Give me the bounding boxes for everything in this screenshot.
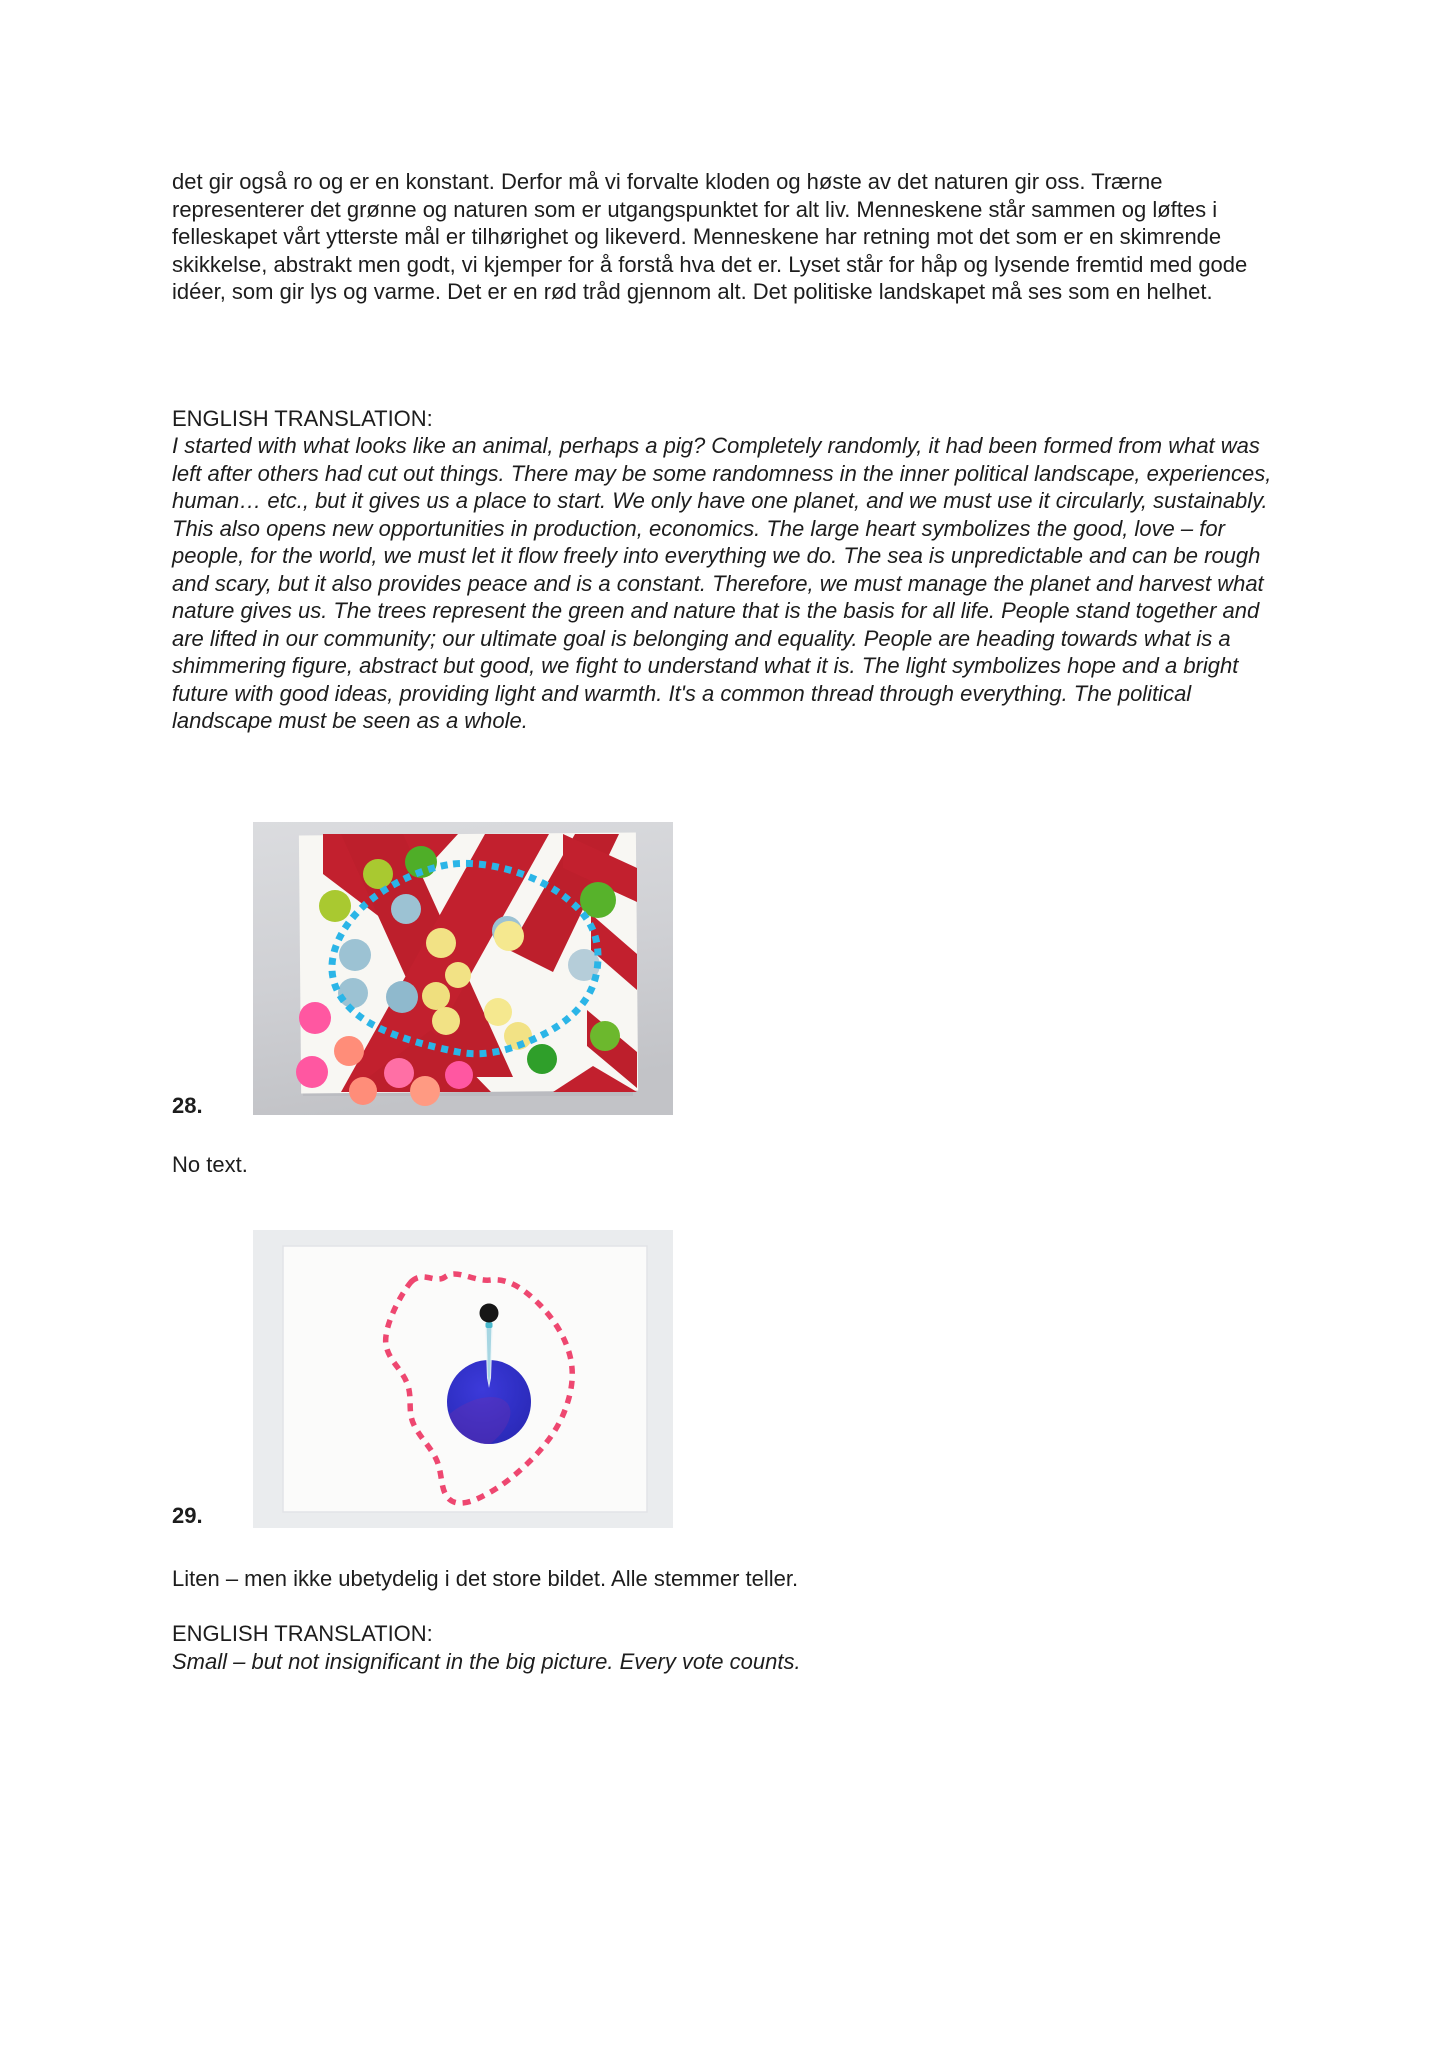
- figure-29-caption-norwegian: Liten – men ikke ubetydelig i det store bildet. Alle stemmer teller.: [172, 1566, 799, 1591]
- translation-heading-2: ENGLISH TRANSLATION:: [172, 1621, 433, 1646]
- figure-28-photo: [253, 822, 673, 1115]
- figure-28-caption: No text.: [172, 1152, 248, 1177]
- translation-heading-1: ENGLISH TRANSLATION:: [172, 406, 433, 431]
- figure-29-artwork: [253, 1230, 673, 1528]
- figure-29-caption-english: Small – but not insignificant in the big picture. Every vote counts.: [172, 1649, 801, 1674]
- figure-28-artwork: [253, 822, 673, 1115]
- intro-paragraph-norwegian: det gir også ro og er en konstant. Derfor må vi forvalte kloden og høste av det naturen gir oss. Trærne representerer det grønne og naturen som er utgangspunktet for alt liv. Menneskene står sammen og løftes i felleskapet vårt ytterste mål er tilhørighet og likeverd. Menneskene har retning mot det som er en skimrende skikkelse, abstrakt men godt, vi kjemper for å forstå hva det er. Lyset står for håp og lysende fremtid med gode idéer, som gir lys og varme. Det er en rød tråd gjennom alt. Det politiske landskapet må ses som en helhet.: [172, 169, 1248, 304]
- figure-29-photo: [253, 1230, 673, 1528]
- intro-translation-english: I started with what looks like an animal, perhaps a pig? Completely randomly, it had been formed from what was left after others had cut out things. There may be some randomness in the inner political landscape, experiences, human… etc., but it gives us a place to start. We only have one planet, and we must use it circularly, sustainably. This also opens new opportunities in production, economics. The large heart symbolizes the good, love – for people, for the world, we must let it flow freely into everything we do. The sea is unpredictable and can be rough and scary, but it also provides peace and is a constant. Therefore, we must manage the planet and harvest what nature gives us. The trees represent the green and nature that is the basis for all life. People stand together and are lifted in our community; our ultimate goal is belonging and equality. People are heading towards what is a shimmering figure, abstract but good, we fight to understand what it is. The light symbolizes hope and a bright future with good ideas, providing light and warmth. It's a common thread through everything. The political landscape must be seen as a whole.: [172, 433, 1272, 733]
- figure-28-number: 28.: [172, 1093, 203, 1118]
- figure-29-number: 29.: [172, 1503, 203, 1528]
